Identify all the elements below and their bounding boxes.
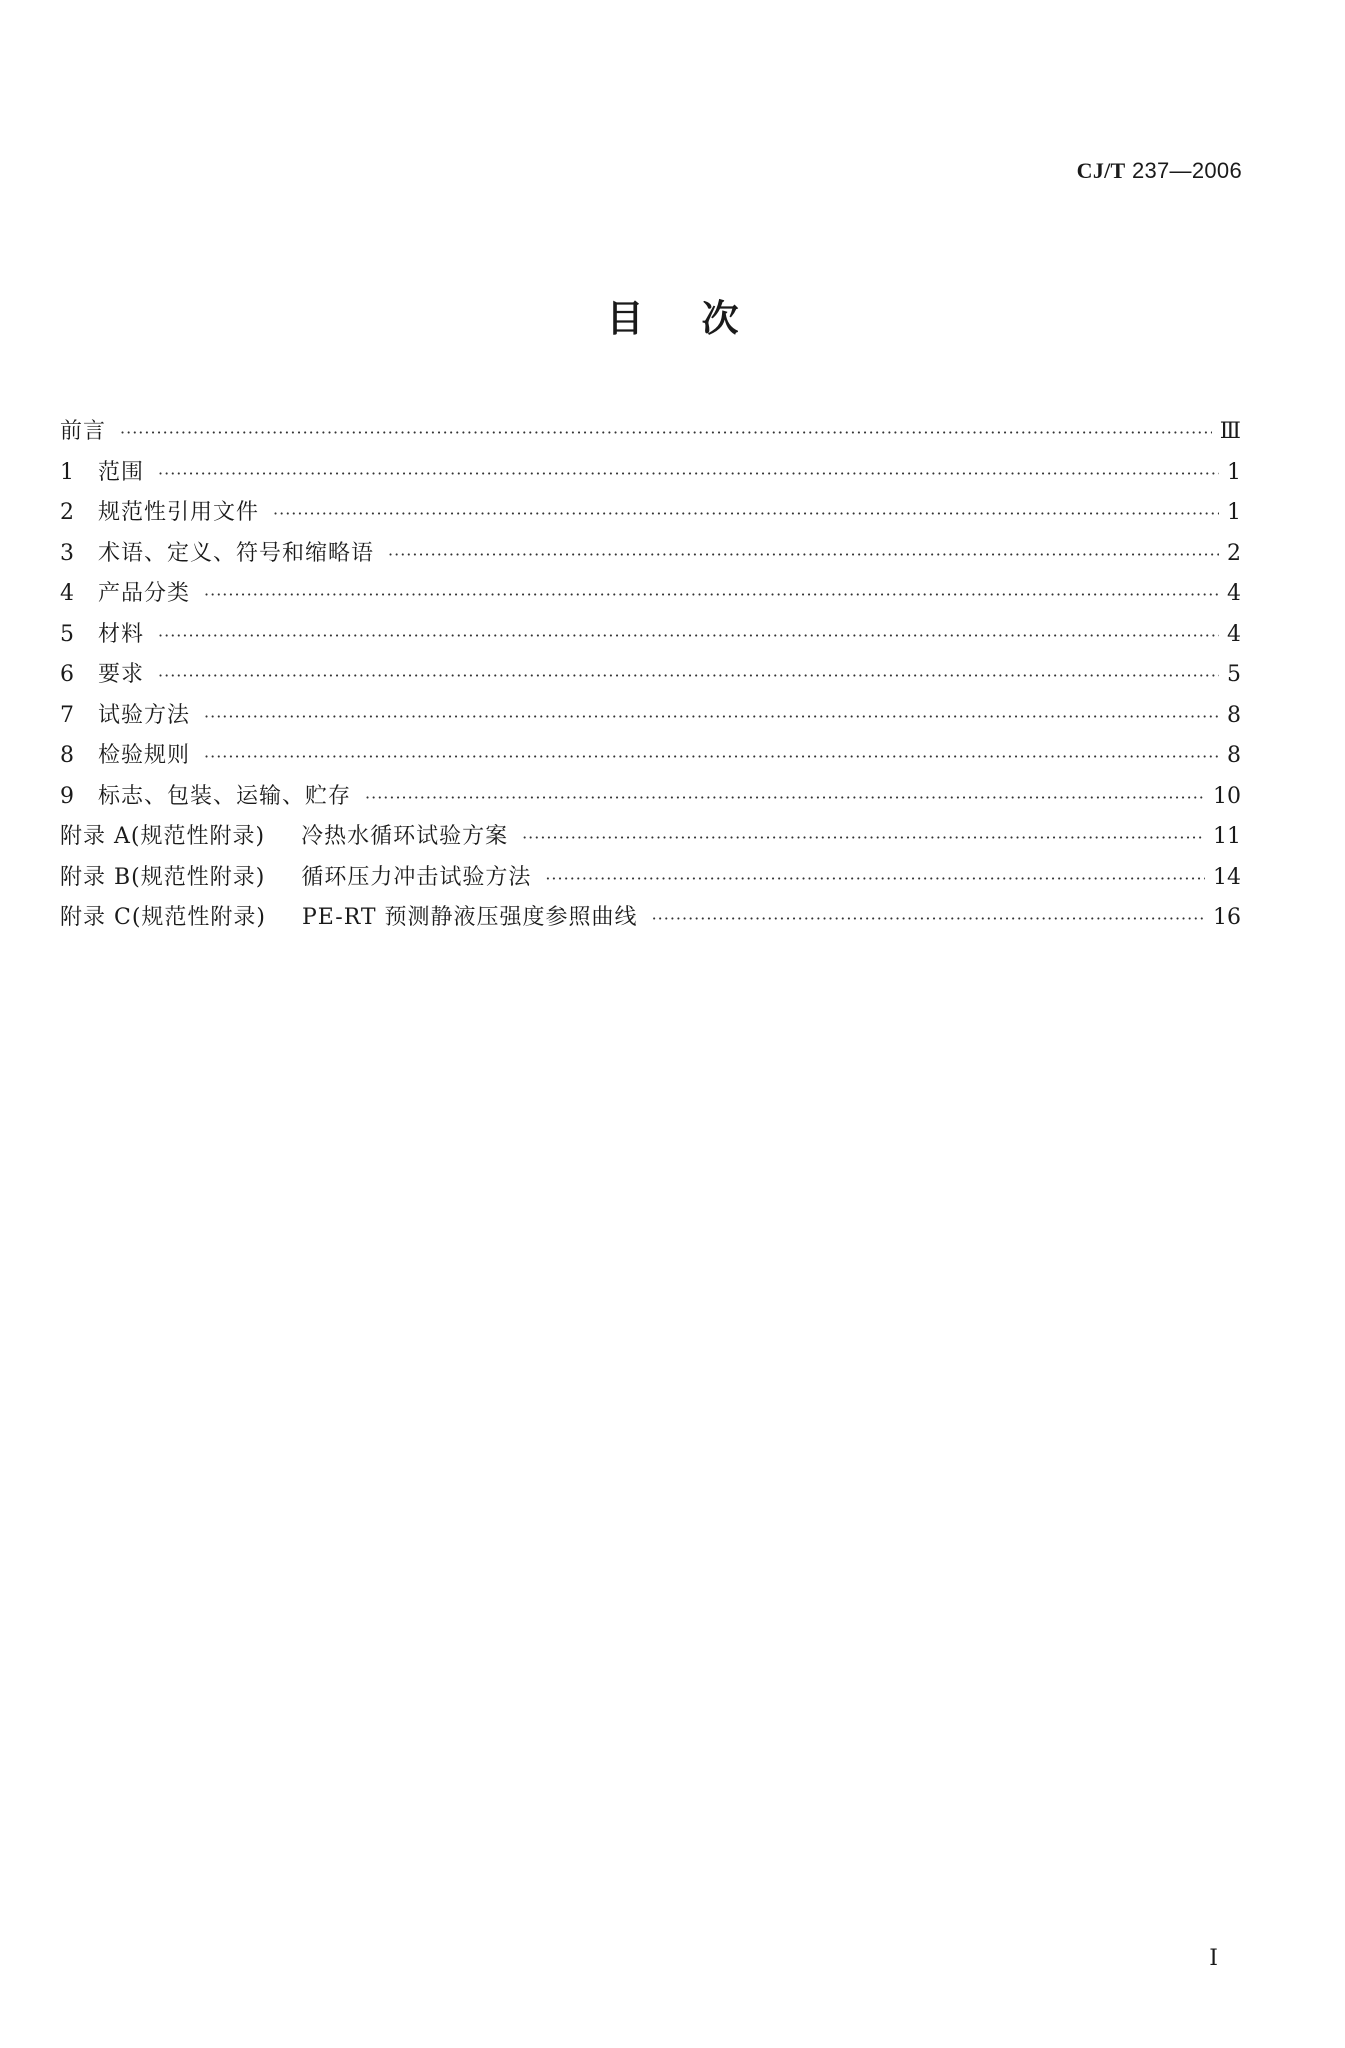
toc-entry-page: 14 bbox=[1213, 864, 1241, 890]
toc-entry-page: 4 bbox=[1227, 581, 1241, 606]
toc-entry-number: 7 bbox=[60, 702, 74, 728]
toc-entry-label: 前言 bbox=[60, 419, 107, 444]
toc-entry-5[interactable] bbox=[60, 617, 1241, 658]
toc-leader-dots bbox=[204, 585, 1219, 604]
toc-entry-page: 4 bbox=[1227, 621, 1241, 647]
toc-leader-dots bbox=[158, 666, 1219, 685]
toc-leader-dots bbox=[652, 909, 1205, 928]
toc-entry-page: 16 bbox=[1213, 905, 1241, 930]
toc-entry-label: 术语、定义、符号和缩略语 bbox=[98, 540, 375, 566]
toc-entry-2[interactable] bbox=[60, 495, 1241, 536]
toc-entry-page: 1 bbox=[1227, 459, 1241, 485]
toc-leader-dots bbox=[365, 788, 1205, 807]
toc-entry-annex-b[interactable] bbox=[60, 860, 1241, 901]
toc-entry-page: 5 bbox=[1227, 662, 1241, 687]
toc-leader-dots bbox=[522, 828, 1205, 847]
toc-entry-label: 标志、包装、运输、贮存 bbox=[98, 783, 352, 809]
toc-leader-dots bbox=[120, 423, 1212, 442]
standard-code bbox=[1077, 158, 1242, 184]
table-of-contents bbox=[60, 414, 1241, 941]
toc-entry-annex-a[interactable] bbox=[60, 819, 1241, 860]
toc-entry-page: 11 bbox=[1213, 824, 1241, 849]
toc-leader-dots bbox=[204, 707, 1219, 726]
toc-entry-label: 要求 bbox=[98, 662, 145, 687]
toc-entry-label: 产品分类 bbox=[98, 581, 191, 606]
toc-entry-label: 范围 bbox=[98, 459, 145, 485]
toc-entry-label: 规范性引用文件 bbox=[98, 500, 260, 525]
toc-entry-number: 4 bbox=[60, 581, 74, 606]
toc-entry-page: 10 bbox=[1213, 783, 1241, 809]
toc-entry-sublabel: PE-RT 预测静液压强度参照曲线 bbox=[302, 905, 638, 930]
toc-leader-dots bbox=[273, 504, 1219, 523]
toc-entry-label: 试验方法 bbox=[98, 702, 191, 728]
toc-entry-number: 8 bbox=[60, 743, 74, 768]
toc-entry-number: 1 bbox=[60, 459, 74, 485]
page-number: I bbox=[1209, 1946, 1218, 1971]
toc-entry-foreword[interactable] bbox=[60, 414, 1241, 455]
toc-leader-dots bbox=[158, 464, 1219, 483]
toc-entry-page: 2 bbox=[1227, 540, 1241, 566]
toc-entry-label: 检验规则 bbox=[98, 743, 191, 768]
toc-entry-number: 9 bbox=[60, 783, 74, 809]
page-title: 目次 bbox=[606, 297, 797, 340]
toc-entry-7[interactable] bbox=[60, 698, 1241, 739]
toc-entry-page: 8 bbox=[1227, 702, 1241, 728]
toc-entry-label: 附录 C(规范性附录) bbox=[60, 905, 266, 930]
toc-entry-page: 1 bbox=[1227, 500, 1241, 525]
toc-entry-sublabel: 循环压力冲击试验方法 bbox=[301, 864, 532, 890]
toc-leader-dots bbox=[388, 545, 1219, 564]
standard-number: 237—2006 bbox=[1131, 158, 1242, 183]
toc-entry-number: 2 bbox=[60, 500, 74, 525]
toc-entry-label: 附录 B(规范性附录) bbox=[60, 864, 266, 890]
toc-entry-6[interactable] bbox=[60, 657, 1241, 698]
toc-entry-number: 6 bbox=[60, 662, 74, 687]
toc-entry-9[interactable] bbox=[60, 779, 1241, 820]
toc-entry-number: 3 bbox=[60, 540, 74, 566]
toc-leader-dots bbox=[204, 747, 1219, 766]
toc-entry-label: 材料 bbox=[98, 621, 145, 647]
toc-leader-dots bbox=[545, 869, 1205, 888]
toc-entry-4[interactable] bbox=[60, 576, 1241, 617]
toc-entry-page: 8 bbox=[1227, 743, 1241, 768]
toc-entry-3[interactable] bbox=[60, 536, 1241, 577]
toc-entry-sublabel: 冷热水循环试验方案 bbox=[301, 824, 509, 849]
toc-entry-page: Ⅲ bbox=[1219, 419, 1241, 444]
toc-entry-number: 5 bbox=[60, 621, 74, 647]
toc-entry-label: 附录 A(规范性附录) bbox=[60, 824, 266, 849]
standard-prefix: CJ/T bbox=[1076, 158, 1126, 183]
toc-entry-1[interactable] bbox=[60, 455, 1241, 496]
toc-entry-annex-c[interactable] bbox=[60, 900, 1241, 941]
toc-leader-dots bbox=[158, 626, 1219, 645]
toc-entry-8[interactable] bbox=[60, 738, 1241, 779]
